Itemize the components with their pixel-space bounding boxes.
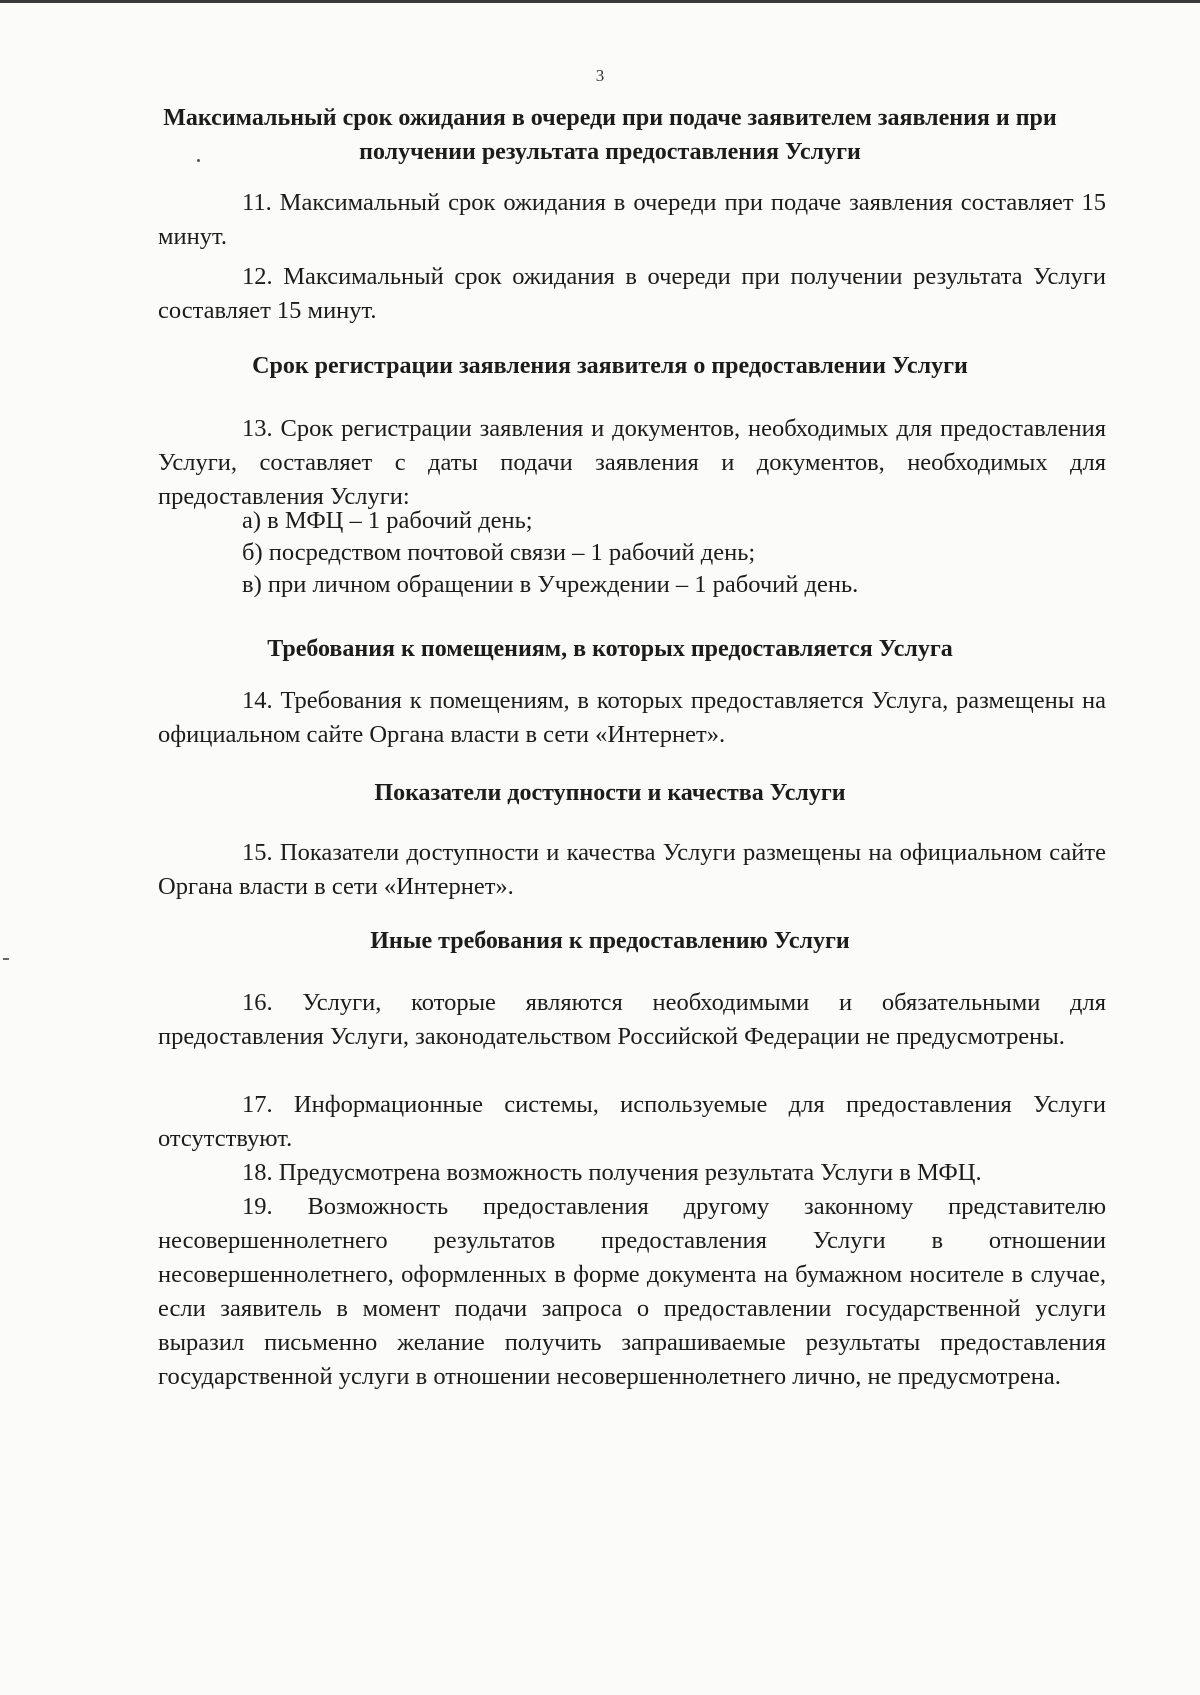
scan-top-edge — [0, 0, 1200, 3]
scan-speck — [3, 958, 9, 960]
paragraph-17: 17. Информационные системы, используемые для предоставления Услуги отсутствуют. — [158, 1091, 1106, 1152]
section-heading-premises: Требования к помещениям, в которых предоставляется Услуга — [267, 636, 953, 662]
list-item-postal: б) посредством почтовой связи – 1 рабочий день; — [242, 539, 756, 566]
paragraph-12: 12. Максимальный срок ожидания в очереди при получении результата Услуги составляет 15 минут. — [158, 263, 1106, 324]
section-heading-registration: Срок регистрации заявления заявителя о предоставлении Услуги — [252, 353, 968, 379]
paragraph-18: 18. Предусмотрена возможность получения результата Услуги в МФЦ. — [242, 1159, 982, 1186]
section-heading-accessibility: Показатели доступности и качества Услуги — [374, 780, 846, 806]
paragraph-16: 16. Услуги, которые являются необходимыми и обязательными для предоставления Услуги, законодательством Российской Федерации не предусмотрены. — [158, 989, 1106, 1050]
section-heading-other-requirements: Иные требования к предоставлению Услуги — [370, 928, 850, 954]
paragraph-14: 14. Требования к помещениям, в которых предоставляется Услуга, размещены на официальном сайте Органа власти в сети «Интернет». — [158, 687, 1106, 748]
paragraph-19: 19. Возможность предоставления другому законному представителю несовершеннолетнего результатов предоставления Услуги в отношении несовершеннолетнего, оформленных в форме документа на бумажном носителе в случае, если заявитель в момент подачи запроса о предоставлении государственной услуги выразил письменно желание получить запрашиваемые результаты предоставления государственной услуги в отношении несовершеннолетнего лично, не предусмотрена. — [158, 1193, 1106, 1390]
section-heading-queue-time: Максимальный срок ожидания в очереди при подаче заявителем заявления и при получении результата предоставления Услуги — [163, 105, 1057, 165]
list-item-mfc: а) в МФЦ – 1 рабочий день; — [242, 507, 533, 534]
list-item-personal: в) при личном обращении в Учреждении – 1 рабочий день. — [242, 571, 859, 598]
paragraph-11: 11. Максимальный срок ожидания в очереди при подаче заявления составляет 15 минут. — [158, 189, 1106, 250]
paragraph-15: 15. Показатели доступности и качества Услуги размещены на официальном сайте Органа власти в сети «Интернет». — [158, 839, 1106, 900]
paragraph-13: 13. Срок регистрации заявления и документов, необходимых для предоставления Услуги, составляет с даты подачи заявления и документов, необходимых для предоставления Услуги: — [158, 415, 1106, 510]
page-number: 3 — [595, 66, 605, 85]
